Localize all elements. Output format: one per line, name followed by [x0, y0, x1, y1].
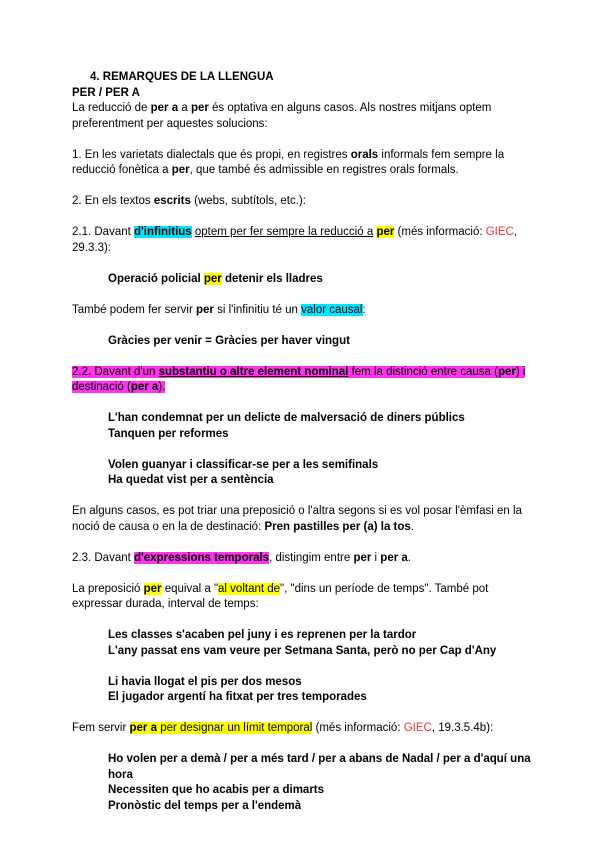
point1-text-3: , que també és admissible en registres orals formals. — [189, 164, 459, 176]
p23-text-4: . — [407, 551, 411, 564]
cases-bold-example: Pren pastilles per (a) la tos — [264, 520, 411, 533]
example-causal: Gràcies per venir = Gràcies per haver vingut — [108, 334, 350, 347]
p23-text-2: , distingim entre — [269, 551, 354, 564]
point1-text-1: 1. En les varietats dialectals que és propi, en registres — [72, 148, 351, 161]
giec-reference: GIEC — [485, 226, 514, 238]
prep-highlight-voltant: al voltant de — [218, 582, 281, 595]
causal-text-1: També podem fer servir — [72, 303, 196, 316]
example-line: Pronòstic del temps per a l'endemà — [108, 799, 302, 812]
causal-highlight: valor causal — [301, 303, 363, 316]
p23-text-1: 2.3. Davant — [72, 551, 135, 564]
example-2-1 — [72, 272, 532, 288]
point-1-paragraph — [72, 148, 532, 179]
causal-text-3: : — [362, 303, 366, 316]
limit-text-3: , 19.3.5.4b): — [431, 722, 494, 734]
p22-bold-per: per — [497, 365, 516, 378]
p22-underlined-text: substantiu o altre element nominal — [158, 365, 349, 378]
example-line: L'han condemnat per un delicte de malversació de diners públics — [108, 412, 465, 424]
subheading: PER / PER A — [72, 86, 140, 99]
intro-text-3: és optativa en alguns casos. Als nostres mitjans optem preferentment per aquestes solucions: — [72, 102, 492, 130]
example-line: El jugador argentí ha fitxat per tres temporades — [108, 691, 367, 703]
p21-underlined-text: optem per fer sempre la reducció a — [194, 226, 374, 238]
point1-text-2: informals fem sempre la reducció fonètica a — [72, 148, 505, 176]
limit-paragraph — [72, 721, 532, 737]
p22-text-4: ). — [158, 381, 166, 393]
cases-paragraph — [72, 504, 532, 535]
intro-bold-1: per a — [150, 102, 179, 114]
p21-text-3: , 29.3.3): — [72, 226, 518, 254]
p21-text-2: (més informació: — [394, 226, 486, 238]
p23-highlight: d'expressions temporals — [134, 551, 270, 564]
intro-paragraph — [72, 101, 532, 132]
p21-highlight-infinitius: d'infinitius — [134, 226, 192, 238]
example-text-end: detenir els lladres — [221, 272, 323, 285]
section-heading: 4. REMARQUES DE LA LLENGUA — [90, 71, 274, 83]
point2-text-1: 2. En els textos — [72, 195, 154, 207]
p22-bold-per-a: per a — [130, 381, 159, 393]
prep-text-2: equival a " — [161, 582, 219, 595]
intro-text-1: La reducció de — [72, 102, 151, 114]
p22-text-2: fem la distinció entre causa ( — [348, 365, 498, 378]
p23-bold-per: per — [353, 551, 372, 564]
point1-bold-2: per — [171, 164, 190, 176]
causal-paragraph — [72, 303, 532, 319]
example-line: Volen guanyar i classificar-se per a les semifinals — [108, 458, 379, 471]
p21-highlight-per: per — [376, 226, 395, 238]
p21-text-1: 2.1. Davant — [72, 226, 135, 238]
prep-highlight-per: per — [143, 582, 162, 595]
p22-text-3: ) i destinació ( — [72, 365, 526, 393]
example-line: Necessiten que ho acabis per a dimarts — [108, 784, 325, 796]
document-page — [72, 70, 532, 814]
intro-bold-2: per — [190, 102, 209, 114]
example-line: Les classes s'acaben pel juny i es reprenen per la tardor — [108, 629, 417, 641]
example-line: L'any passat ens vam veure per Setmana Santa, però no per Cap d'Any — [108, 644, 497, 657]
section-2-3-paragraph — [72, 551, 532, 567]
limit-highlight-per-a: per a — [129, 722, 157, 734]
prep-text-3: ", "dins un període de temps". També pot expressar durada, interval de temps: — [72, 582, 489, 610]
causal-bold-per: per — [196, 303, 214, 316]
limit-highlight-text: per designar un límit temporal — [157, 722, 313, 734]
section-2-1-paragraph — [72, 225, 532, 256]
section-2-2-paragraph — [72, 365, 532, 396]
p22-text-1: 2.2. Davant d'un — [72, 365, 159, 378]
causal-text-2: si l'infinitiu té un — [213, 303, 302, 316]
prep-text-1: La preposició — [72, 582, 144, 595]
point2-bold-1: escrits — [153, 195, 191, 207]
example-line: Ho volen per a demà / per a més tard / per a abans de Nadal / per a d'aquí una hora — [108, 753, 531, 781]
preposition-paragraph — [72, 582, 532, 613]
example-line: Ha quedat vist per a sentència — [108, 474, 274, 486]
cases-text-1: En alguns casos, es pot triar una preposició o l'altra segons si es vol posar l'èmfasi en la noció de causa o en la de destinació: — [72, 505, 522, 533]
point-2-paragraph — [72, 194, 532, 210]
point2-text-2: (webs, subtítols, etc.): — [190, 195, 306, 207]
intro-text-2: a — [178, 102, 191, 114]
limit-text-2: (més informació: — [312, 722, 404, 734]
example-highlight-per: per — [203, 272, 222, 285]
cases-text-2: . — [410, 520, 415, 533]
giec-reference: GIEC — [403, 722, 432, 734]
p23-bold-per-a: per a — [380, 551, 408, 564]
example-line: Li havia llogat el pis per dos mesos — [108, 675, 302, 688]
p23-text-3: i — [371, 551, 381, 564]
point1-bold-1: orals — [350, 148, 379, 161]
example-text: Operació policial — [108, 272, 204, 285]
limit-text-1: Fem servir — [72, 722, 130, 734]
example-line: Tanquen per reformes — [108, 427, 229, 440]
